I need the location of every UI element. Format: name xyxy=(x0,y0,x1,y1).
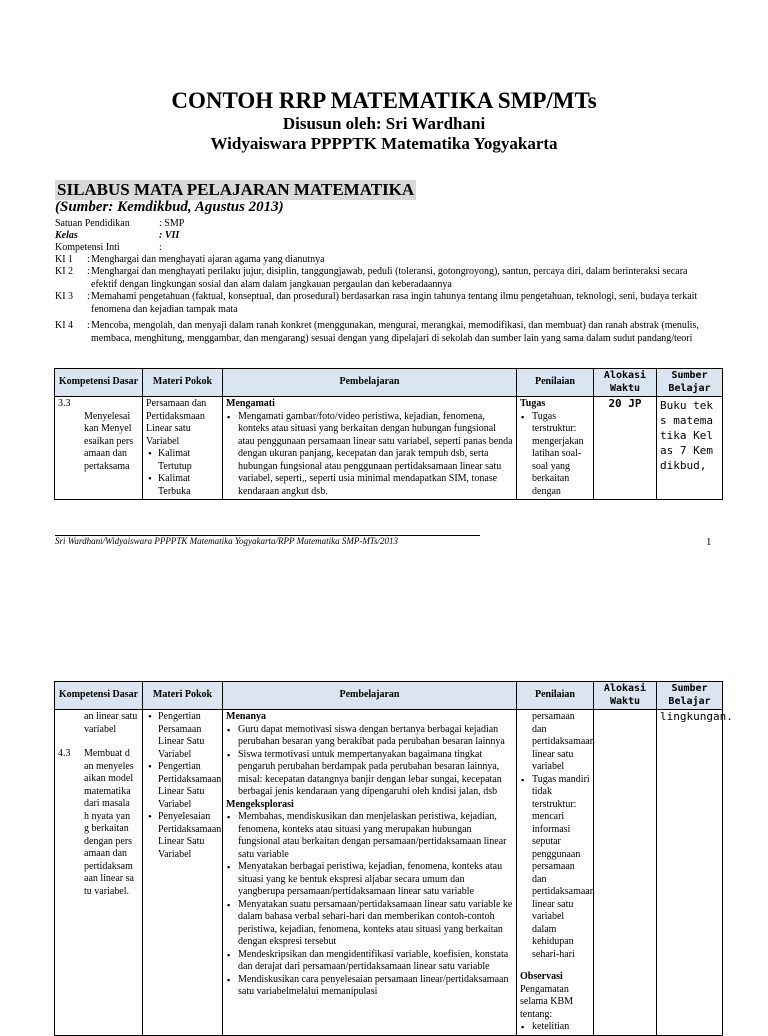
silabus-table-page1 xyxy=(54,368,723,500)
header-sumber-belajar: Sumber Belajar xyxy=(657,682,723,710)
table-header-row xyxy=(55,682,723,710)
ki-text: Menghargai dan menghayati ajaran agama yang dianutnya xyxy=(91,254,325,265)
kd-text: Membuat dan menyelesaikan model matematika dari masalah nyata yang berkaitan dengan persamaan dan pertidaksamaan linear satu variabel. xyxy=(84,748,134,897)
list-item: • Pengertian Pertidaksamaan Linear Satu Variabel xyxy=(158,761,219,811)
info-kompetensi-inti xyxy=(55,242,162,254)
menanya-heading: Menanya xyxy=(226,711,266,722)
penilaian-continuation: persamaan dan pertidaksamaan linear satu variabel xyxy=(532,711,595,772)
header-kompetensi-dasar: Kompetensi Dasar xyxy=(55,369,143,397)
materi-cell xyxy=(143,397,223,500)
kd-number: 4.3 xyxy=(58,748,71,759)
sumber-cell: lingkungan. xyxy=(657,710,723,1036)
alokasi-cell xyxy=(594,710,657,1036)
pembelajaran-heading: Mengamati xyxy=(226,398,275,409)
table-header-row xyxy=(55,369,723,397)
list-item: • Kalimat Tertutup xyxy=(158,448,219,473)
silabus-source: (Sumber: Kemdikbud, Agustus 2013) xyxy=(55,199,284,215)
list-item: ▪ Mendeskripsikan dan mengidentifikasi variable, koefisien, konstata dan derajat dari persamaan/pertidaksamaan linear satu variable xyxy=(238,949,513,974)
list-item: ▪ Tugas terstruktur: mengerjakan latihan soal-soal yang berkaitan dengan xyxy=(532,411,590,499)
kd-number: 3.3 xyxy=(58,398,71,409)
header-pembelajaran: Pembelajaran xyxy=(223,682,517,710)
header-sumber-belajar: Sumber Belajar xyxy=(657,369,723,397)
sumber-cell: Buku teks matematika Kelas 7 Kemdikbud, xyxy=(657,397,723,500)
ki-text: Menghargai dan menghayati perilaku jujur, disiplin, tanggungjawab, peduli (toleransi, gotongroyong), santun, percaya diri, dalam berinteraksi secara efektif dengan lingkungan sosial dan alam dalam jangkauan pergaulan dan keberadaannya xyxy=(91,266,688,290)
header-materi-pokok: Materi Pokok xyxy=(143,369,223,397)
ki-1: KI 1 : Menghargai dan menghayati ajaran agama yang dianutnya xyxy=(55,254,715,267)
ki-text: Mencoba, mengolah, dan menyaji dalam ranah konkret (menggunakan, mengurai, merangkai, memodifikasi, dan membuat) dan ranah abstrak (menulis, membaca, menghitung, menggambar, dan mengarang) sesuai dengan yang dipelajari di sekolah dan sumber lain yang sama dalam sudut pandang/teori xyxy=(91,320,699,344)
silabus-table-page2 xyxy=(54,681,733,1036)
list-item: ▪ Guru dapat memotivasi siswa dengan bertanya berbagai kejadian perubahan besaran yang berakibat pada perubahan besaran lainnya xyxy=(238,724,513,749)
list-item: ▪ Siswa termotivasi untuk mempertanyakan bagaimana tingkat pengaruh perubahan berdampak pada perubahan besaran lainnya, misal: kecepatan datangnya banjir dengan lebar sungai, kecepatan berbagai jenis kendaraan yang dipengaruhi oleh kndisi jalan, dsb xyxy=(238,749,513,799)
list-item: ▪ Mendiskusikan cara penyelesaian persamaan linear/pertidaksamaan satu variabelmelalui memanipulasi xyxy=(238,974,513,999)
table-row xyxy=(55,397,723,500)
materi-cell xyxy=(143,710,223,1036)
ki-4: KI 4 : Mencoba, mengolah, dan menyaji dalam ranah konkret (menggunakan, mengurai, merangkai, memodifikasi, dan membuat) dan ranah abstrak (menulis, membaca, menghitung, menggambar, dan mengarang) sesuai dengan yang dipelajari di sekolah dan sumber lain yang sama dalam sudut pandang/teori xyxy=(55,320,715,345)
ki-2: KI 2 : Menghargai dan menghayati perilaku jujur, disiplin, tanggungjawab, peduli (toleransi, gotongroyong), santun, percaya diri, dalam berinteraksi secara efektif dengan lingkungan sosial dan alam dalam jangkauan pergaulan dan keberadaannya xyxy=(55,266,715,291)
observasi-text: Pengamatan selama KBM tentang: xyxy=(520,983,574,1020)
info-kelas xyxy=(55,230,179,242)
kd-4-3 xyxy=(58,748,139,898)
document-title: CONTOH RRP MATEMATIKA SMP/MTs xyxy=(171,88,597,113)
header-alokasi-waktu: Alokasi Waktu xyxy=(594,682,657,710)
header-pembelajaran: Pembelajaran xyxy=(223,369,517,397)
header-penilaian: Penilaian xyxy=(517,682,594,710)
ki-3: KI 3 : Memahami pengetahuan (faktual, konseptual, dan prosedural) berdasarkan rasa ingin tahunya tentang ilmu pengetahuan, teknologi, seni, budaya terkait fenomena dan kejadian tampak mata xyxy=(55,291,715,316)
header-materi-pokok: Materi Pokok xyxy=(143,682,223,710)
header-penilaian: Penilaian xyxy=(517,369,594,397)
ki-code: KI 2 xyxy=(55,266,74,277)
ki-code: KI 1 xyxy=(55,254,74,265)
info-label: Kelas xyxy=(55,230,78,241)
info-value: : VII xyxy=(159,230,180,241)
kd-cell xyxy=(55,710,143,1036)
pembelajaran-cell xyxy=(223,397,517,500)
list-item: ▪ Tugas mandiri tidak terstruktur: mencari informasi seputar penggunaan persamaan dan pertidaksamaan linear satu variabel dalam kehidupan sehari-hari xyxy=(532,774,590,962)
pembelajaran-cell xyxy=(223,710,517,1036)
table-row xyxy=(55,710,723,1036)
list-item: ▪ ketelitian xyxy=(532,1021,590,1034)
header-kompetensi-dasar: Kompetensi Dasar xyxy=(55,682,143,710)
list-item: ▪ Menyatakan suatu persamaan/pertidaksamaan linear satu variable ke dalam bahasa verbal sehari-hari dan memberikan contoh-contoh peristiwa, kejadian, fenomena, konteks atau situasi yang berkaitan dengan ekspresi tersebut xyxy=(238,899,513,949)
ki-text: Memahami pengetahuan (faktual, konseptual, dan prosedural) berdasarkan rasa ingin tahunya tentang ilmu pengetahuan, teknologi, seni, budaya terkait fenomena dan kejadian tampak mata xyxy=(91,291,698,315)
info-value: : SMP xyxy=(159,218,185,229)
kd-cell xyxy=(55,397,143,500)
materi-intro: Persamaan dan Pertidaksmaan Linear satu Variabel xyxy=(146,398,207,447)
kd-text: Menyelesaikan Menyelesaikan persamaan dan pertaksama xyxy=(84,410,134,472)
list-item: • Pengertian Persamaan Linear Satu Variabel xyxy=(158,711,219,761)
institution-line: Widyaiswara PPPPTK Matematika Yogyakarta xyxy=(210,134,558,153)
ki-code: KI 4 xyxy=(55,320,74,331)
ki-code: KI 3 xyxy=(55,291,74,302)
eksplorasi-heading: Mengeksplorasi xyxy=(226,798,294,810)
list-item: ▪ Menyatakan berbagai peristiwa, kejadian, fenomena, konteks atau situasi yang ke bentuk ekspresi aljabar secara umum dan yangberupa persamaan/pertidaksamaan linear satu variable xyxy=(238,861,513,899)
penilaian-heading: Tugas xyxy=(520,398,546,409)
info-label: Satuan Pendidikan xyxy=(55,218,130,229)
penilaian-cell xyxy=(517,710,594,1036)
list-item: ▪ Mengamati gambar/foto/video peristiwa, kejadian, fenomena, konteks atau situasi yang berkaitan dengan hubungan fungsional atau penggunaan persamaan linear satu variabel, seperti panas benda dengan ukuran panjang, kecepatan dan jarak tempuh dsb, serta hubungan fungsional atau penggunaan pertidaksamaan linear satu variabel, seperti,, seperti usia minimal mendapatkan SIM, tonase kendaraan angkut dsb. xyxy=(238,411,513,499)
info-label: Kompetensi Inti xyxy=(55,242,120,253)
author-line: Disusun oleh: Sri Wardhani xyxy=(282,114,486,133)
list-item: • Kalimat Terbuka xyxy=(158,473,219,498)
penilaian-cell xyxy=(517,397,594,500)
kd-continuation: an linear satu variabel xyxy=(84,711,138,735)
observasi-heading: Observasi xyxy=(520,971,563,982)
list-item: ▪ Membahas, mendiskusikan dan menjelaskan peristiwa, kejadian, fenomena, konteks atau situasi yang merupakan hubungan fungsional atau berkaitan dengan persamaan/pertidaksamaan linear satu variable xyxy=(238,811,513,861)
alokasi-cell: 20 JP xyxy=(594,397,657,500)
list-item: • Penyelesaian Pertidaksamaan Linear Satu Variabel xyxy=(158,811,219,861)
page-number: 1 xyxy=(706,536,712,548)
info-satuan xyxy=(55,218,184,230)
header-alokasi-waktu: Alokasi Waktu xyxy=(594,369,657,397)
info-value: : xyxy=(159,242,162,253)
silabus-heading: SILABUS MATA PELAJARAN MATEMATIKA xyxy=(57,180,415,199)
page-footer: Sri Wardhani/Widyaiswara PPPPTK Matematika Yogyakarta/RPP Matematika SMP-MTs/2013 xyxy=(55,536,398,546)
